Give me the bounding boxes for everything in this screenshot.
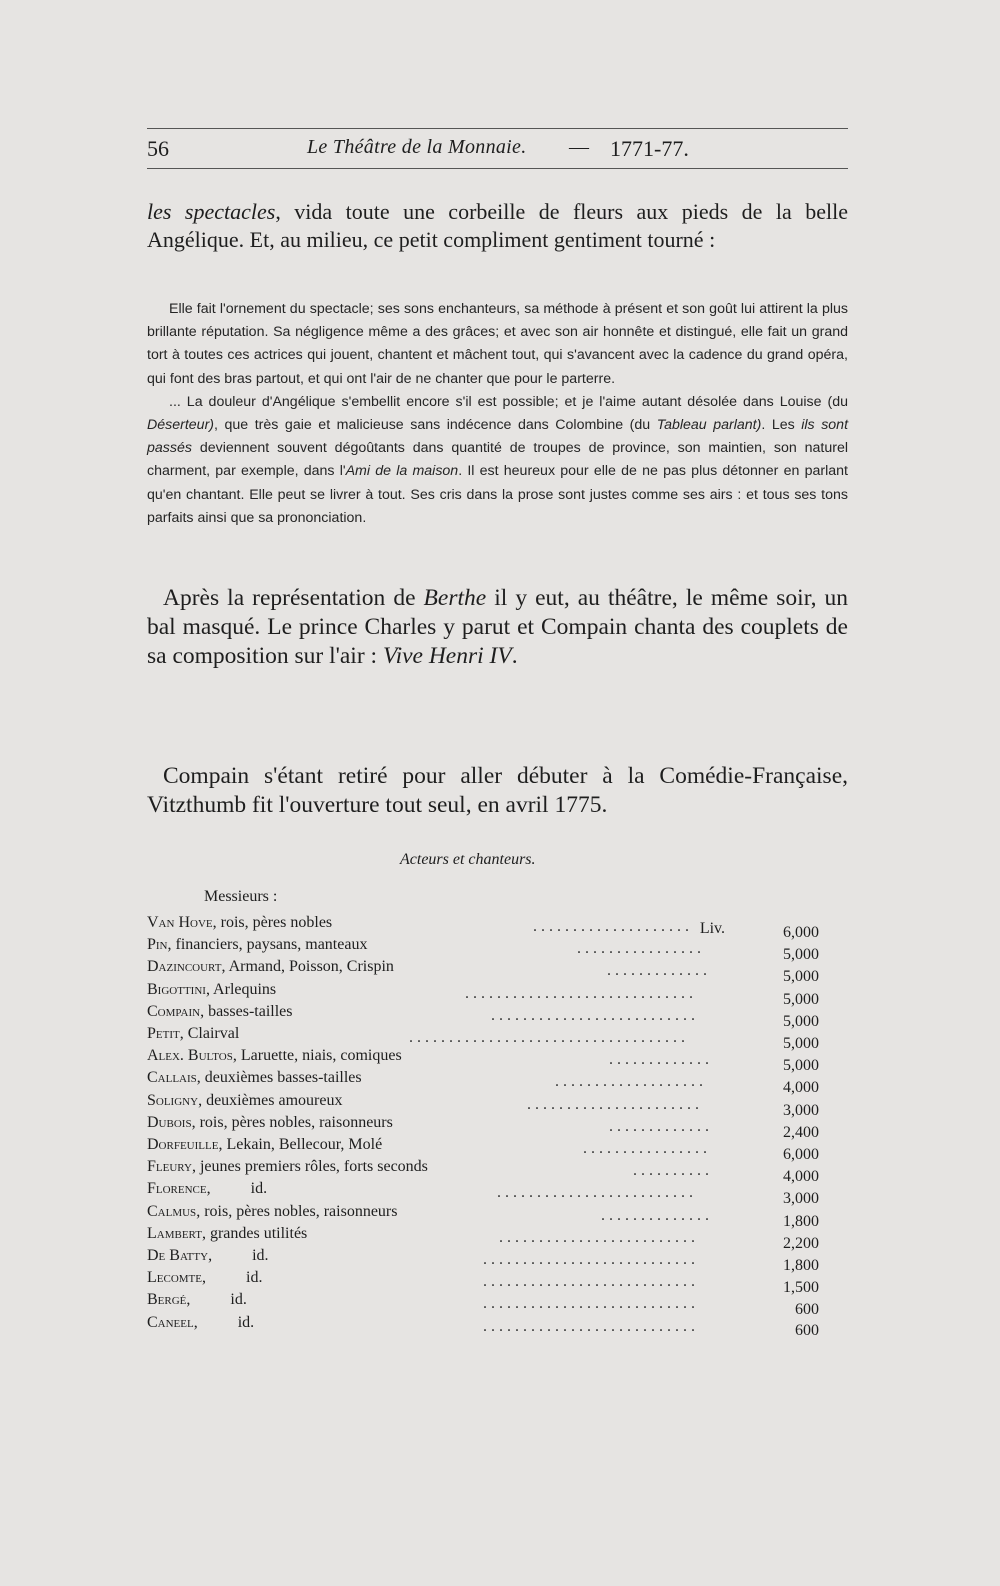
salary-amount: 1,500 [783, 1279, 819, 1297]
salary-amount: 6,000 [783, 924, 819, 941]
quote-text: ... La douleur d'Angélique s'embellit encore s'il est possible; et je l'aime autant désolée dans Louise (du [169, 393, 848, 410]
salary-amount: 3,000 [783, 1190, 819, 1208]
salary-amount: 2,400 [783, 1123, 819, 1141]
running-header [147, 136, 848, 170]
actor-surname: De Batty [147, 1247, 209, 1264]
actor-role: , id. [186, 1291, 247, 1309]
running-title: Le Théâtre de la Monnaie. [307, 136, 527, 158]
actor-role: , Lekain, Bellecour, Molé [218, 1136, 383, 1153]
table-row [147, 1180, 819, 1208]
salary-amount: 5,000 [783, 990, 819, 1008]
actor-name [147, 1047, 402, 1065]
quote-text: . Les [761, 417, 802, 434]
actor-role: , Armand, Poisson, Crispin [221, 958, 394, 976]
list-messieurs: Messieurs : [204, 888, 278, 905]
actor-surname: Bergé [147, 1291, 187, 1309]
table-row [147, 1025, 819, 1052]
table-row [147, 1069, 819, 1097]
actor-name [147, 1069, 362, 1087]
actor-surname: Bigottini [147, 980, 206, 998]
salary-amount: 3,000 [783, 1101, 819, 1119]
berthe-italic: Berthe [423, 585, 487, 611]
actor-role: , rois, pères nobles [212, 914, 333, 931]
actor-role: , rois, pères nobles, raisonneurs [191, 1113, 393, 1131]
leader-dots: ............. [609, 1117, 713, 1135]
table-row [147, 1047, 819, 1075]
quote-text: . Il est heureux pour elle de ne pas plus détonner en parlant qu'en chantant. Elle peut se livrer à tout. Ses cris dans la prose sont justes comme ses airs : et tous ses tons parfaits ainsi que sa prononciation. [147, 463, 848, 526]
table-row [147, 1202, 819, 1230]
leader-dots: ........................... [483, 1295, 699, 1313]
leader-dots: ...................... [527, 1095, 703, 1113]
actor-name [147, 936, 367, 954]
actor-surname: Dazincourt [147, 958, 222, 976]
table-row [147, 914, 819, 941]
actor-name [147, 958, 394, 976]
table-row [147, 958, 819, 986]
actor-surname: Soligny [147, 1091, 199, 1109]
vive-henri-italic: Vive Henri IV [382, 643, 512, 669]
salary-amount: 4,000 [783, 1168, 819, 1186]
header-years: 1771-77. [610, 136, 689, 161]
actor-role: , id. [193, 1313, 255, 1331]
leader-dots: ................ [577, 940, 705, 958]
leader-dots: ................... [555, 1073, 707, 1091]
actor-role: , id. [208, 1247, 269, 1264]
actor-role: , financiers, paysans, manteaux [167, 936, 368, 954]
salary-amount: 1,800 [783, 1257, 819, 1274]
leader-dots: .......... [633, 1162, 713, 1180]
table-row [147, 1314, 819, 1336]
quote-text: deviennent souvent dégoûtants dans quantité de troupes de province, son maintien, son naturel charment, par exemple, dans l' [147, 440, 848, 480]
leader-dots: ........................... [483, 1251, 699, 1268]
table-row [147, 1224, 819, 1252]
top-rule [147, 128, 848, 129]
actor-name [147, 1225, 307, 1243]
header-rule [147, 168, 848, 169]
actor-name [147, 1180, 267, 1198]
actor-name [147, 914, 332, 932]
table-row [147, 1247, 819, 1274]
leader-dots: ......................... [497, 1184, 697, 1202]
leader-dots: .............. [601, 1206, 713, 1224]
salary-amount: 5,000 [783, 946, 819, 964]
table-row [147, 980, 819, 1008]
actor-surname: Pin [147, 936, 168, 954]
berthe-text: il y eut, au théâtre, le même soir, un bal masqué. Le prince Charles y parut et Compain chanta des couplets de sa composition sur l'air : [147, 585, 849, 669]
leader-dots: ............................. [465, 984, 697, 1002]
actor-surname: Fleury [147, 1158, 192, 1176]
salary-amount: 6,000 [783, 1146, 819, 1163]
actor-role: , grandes utilités [201, 1224, 308, 1242]
currency-label: Liv. [699, 920, 725, 937]
leader-dots: ................ [583, 1140, 711, 1157]
actor-name [147, 981, 276, 999]
table-row [147, 1291, 819, 1319]
table-row [147, 1113, 819, 1141]
actor-surname: Van Hove [147, 914, 213, 931]
actor-role: , rois, pères nobles, raisonneurs [196, 1202, 398, 1220]
actor-name [147, 1247, 269, 1265]
list-last-amount: 600 [795, 1322, 819, 1339]
quote-paragraph-2 [147, 391, 848, 530]
actor-name [147, 1025, 239, 1043]
actor-role: , id. [206, 1180, 268, 1198]
quote-text: , que très gaie et malicieuse sans indécence dans Colombine (du [214, 417, 657, 434]
lead-paragraph [147, 198, 848, 254]
compain-text: Compain s'étant retiré pour aller débuter à la Comédie-Française, Vitzthumb fit l'ouverture tout seul, en avril 1775. [147, 763, 848, 818]
table-row [147, 1269, 819, 1297]
quote-italic-deserteur: Déserteur) [147, 417, 215, 434]
actor-name [147, 1291, 247, 1309]
actor-role: , jeunes premiers rôles, forts seconds [191, 1158, 428, 1176]
actor-surname: Petit [147, 1025, 180, 1042]
actor-surname: Compain [147, 1002, 201, 1020]
actor-role: , deuxièmes amoureux [198, 1091, 343, 1109]
leader-dots: ............. [607, 962, 711, 980]
actor-surname: Florence [147, 1180, 207, 1198]
actor-name [147, 1314, 254, 1332]
quote-italic-ami: Ami de la maison [345, 463, 459, 480]
list-caption: Acteurs et chanteurs. [400, 851, 536, 868]
salary-amount: 4,000 [783, 1079, 819, 1097]
header-dash: — [569, 136, 589, 158]
salary-amount: 5,000 [783, 968, 819, 986]
leader-dots: ............. [609, 1051, 713, 1069]
paragraph-berthe [147, 584, 848, 671]
actor-surname: Callais [147, 1069, 197, 1087]
lead-italic: les spectacles [147, 199, 276, 224]
actor-name [147, 1136, 382, 1154]
salary-amount: 1,800 [783, 1212, 819, 1230]
actor-name [147, 1269, 262, 1287]
actor-surname: Lambert [147, 1224, 202, 1242]
actor-name [147, 1092, 342, 1110]
leader-dots: ........................... [483, 1317, 699, 1335]
actor-surname: Calmus [147, 1202, 197, 1220]
salary-amount: 5,000 [783, 1057, 819, 1075]
actor-role: , Laruette, niais, comiques [232, 1047, 402, 1065]
table-row [147, 1002, 819, 1030]
salary-amount: 600 [795, 1301, 819, 1319]
actor-role: , Arlequins [205, 980, 277, 998]
leader-dots: ........................... [483, 1273, 699, 1291]
actor-role: , Clairval [179, 1025, 240, 1042]
leader-dots: ......................... [499, 1228, 699, 1246]
actor-name [147, 1114, 393, 1132]
berthe-text: . [511, 643, 518, 669]
actor-surname: Alex. Bultos [147, 1047, 233, 1065]
table-row [147, 936, 819, 964]
quote-italic-tableau: Tableau parlant) [656, 417, 762, 434]
actor-role: , deuxièmes basses-tailles [196, 1069, 362, 1087]
actor-name [147, 1003, 292, 1021]
quote-paragraph-1: Elle fait l'ornement du spectacle; ses sons enchanteurs, sa méthode à présent et son goût lui attirent la plus brillante réputation. Sa négligence même a des grâces; et avec son air honnête et distingué, elle fait un grand tort à toutes ces actrices qui jouent, chantent et mâchent tout, qui s'avancent avec la cadence du grand opéra, qui font des bras partout, et qui ont l'air de ne chanter que pour le parterre. [147, 301, 848, 387]
actor-surname: Caneel [147, 1313, 194, 1331]
table-row [147, 1158, 819, 1186]
lead-text: , vida toute une corbeille de fleurs aux pieds de la belle Angélique. Et, au milieu, ce petit compliment gentiment tourné : [147, 199, 848, 252]
table-row [147, 1091, 819, 1119]
actor-surname: Dubois [147, 1113, 192, 1131]
leader-dots: ................................... [409, 1029, 689, 1046]
paragraph-compain [147, 762, 848, 820]
berthe-text: Après la représentation de [163, 585, 424, 611]
salary-amount: 5,000 [783, 1012, 819, 1030]
quote-italic-ils: ils sont passés [147, 417, 849, 457]
quotation [147, 298, 848, 530]
actor-name [147, 1158, 428, 1176]
leader-dots: .......................... [491, 1006, 699, 1024]
actor-role: , id. [202, 1269, 263, 1287]
table-row [147, 1136, 819, 1163]
leader-dots: .................... [533, 918, 693, 935]
salary-amount: 2,200 [783, 1234, 819, 1252]
actor-role: , basses-tailles [200, 1002, 293, 1020]
actor-surname: Dorfeuille [147, 1136, 219, 1153]
actor-surname: Lecomte [147, 1269, 202, 1287]
actor-name [147, 1203, 397, 1221]
salary-amount: 5,000 [783, 1035, 819, 1052]
page-number: 56 [147, 136, 169, 161]
